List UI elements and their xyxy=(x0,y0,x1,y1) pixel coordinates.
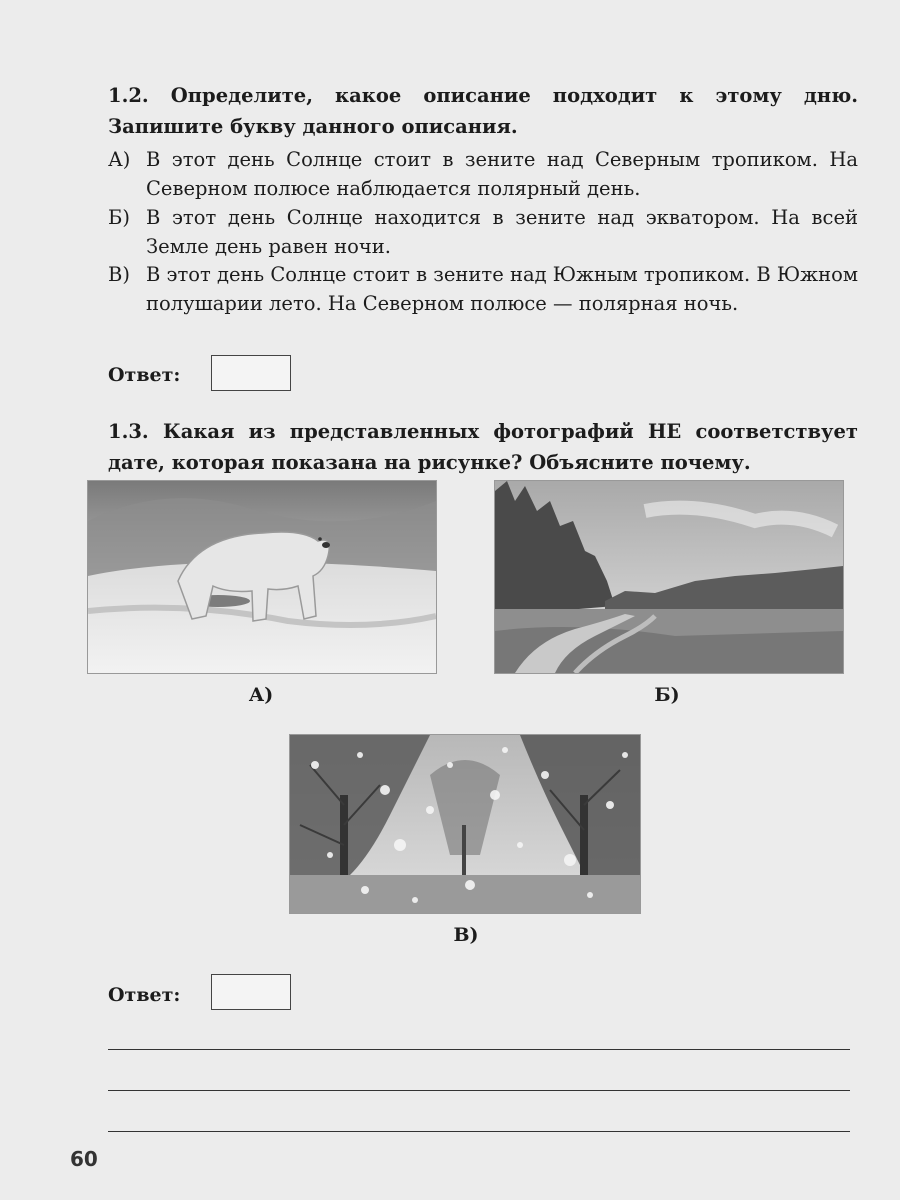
option-text: В этот день Солнце стоит в зените над Северным тропиком. На Северном полюсе наблюдается полярный день. xyxy=(146,148,858,200)
question-1-2-title xyxy=(108,80,858,142)
option-a xyxy=(108,145,858,203)
option-b xyxy=(108,203,858,261)
answer-writing-line[interactable] xyxy=(108,1049,850,1050)
option-c xyxy=(108,260,858,318)
answer-box-1-2[interactable] xyxy=(211,355,291,391)
option-text: В этот день Солнце находится в зените над экватором. На всей Земле день равен ночи. xyxy=(146,206,858,258)
snowy-trees-photo xyxy=(289,734,641,914)
photo-caption-a: А) xyxy=(248,684,274,706)
answer-label-1-2: Ответ: xyxy=(108,364,181,386)
answer-box-1-3[interactable] xyxy=(211,974,291,1010)
page-number: 60 xyxy=(70,1147,98,1171)
option-letter: В) xyxy=(108,263,130,286)
polar-bear-photo xyxy=(87,480,437,674)
forest-road-photo xyxy=(494,480,844,674)
question-number: 1.2. xyxy=(108,84,149,107)
question-number: 1.3. xyxy=(108,420,149,443)
photo-caption-b: Б) xyxy=(654,684,680,706)
option-letter: Б) xyxy=(108,206,130,229)
question-prompt: Какая из представленных фотографий НЕ соответствует дате, которая показана на рисунке? Объясните почему. xyxy=(108,420,858,474)
option-text: В этот день Солнце стоит в зените над Южным тропиком. В Южном полушарии лето. На Северном полюсе — полярная ночь. xyxy=(146,263,859,315)
option-letter: А) xyxy=(108,148,131,171)
answer-writing-line[interactable] xyxy=(108,1131,850,1132)
answer-writing-line[interactable] xyxy=(108,1090,850,1091)
answer-label-1-3: Ответ: xyxy=(108,984,181,1006)
question-1-3-title xyxy=(108,416,858,478)
question-prompt: Определите, какое описание подходит к этому дню. Запишите букву данного описания. xyxy=(108,84,858,138)
photo-caption-c: В) xyxy=(453,924,479,946)
